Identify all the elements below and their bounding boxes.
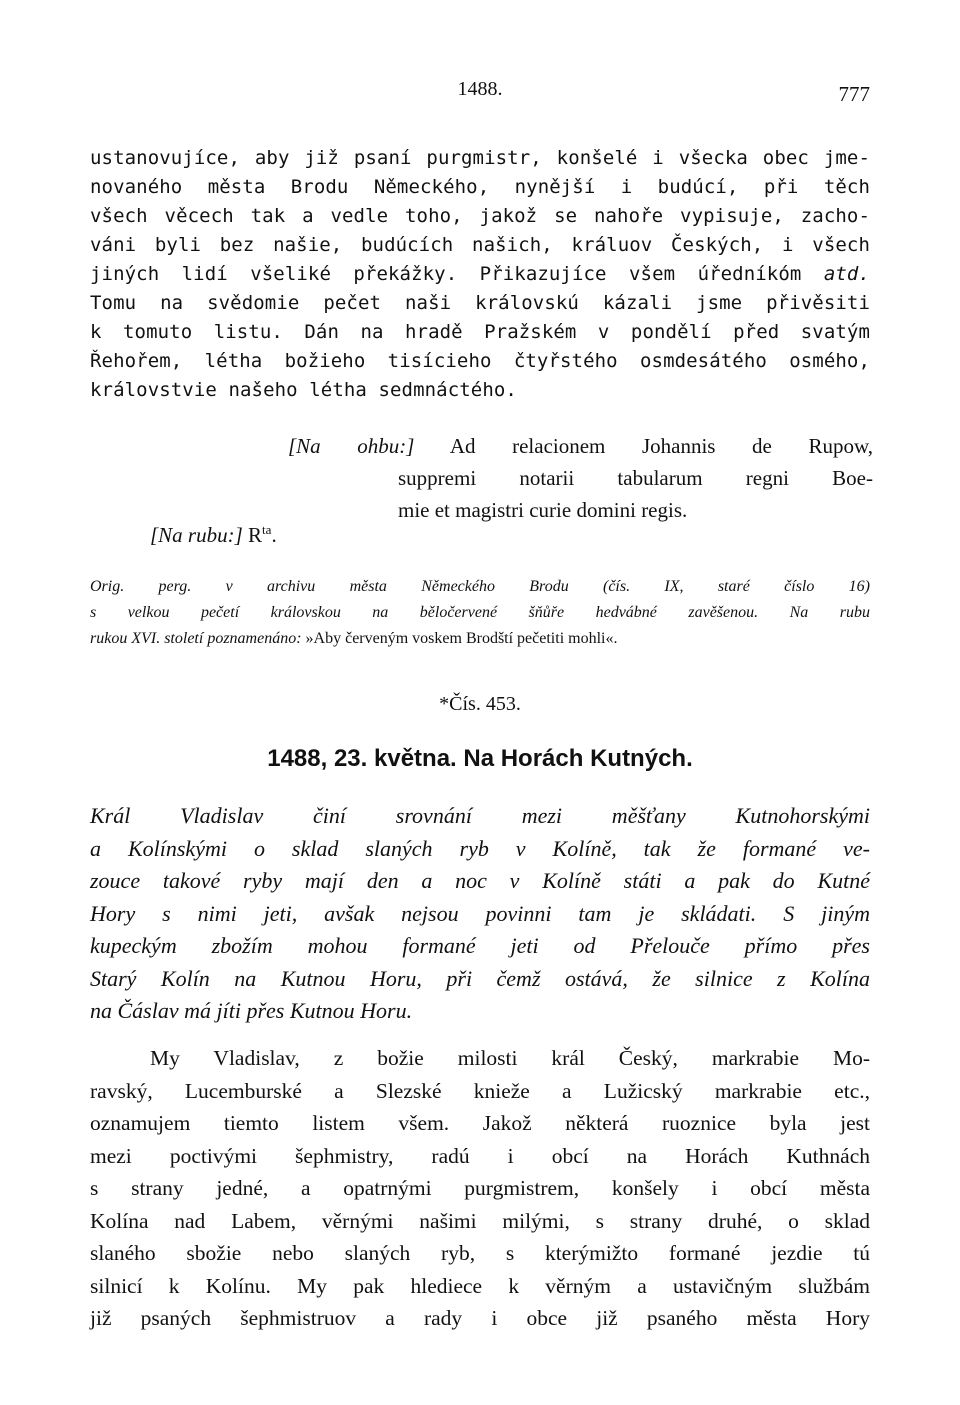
regest-line: kupeckým zbožím mohou formané jeti od Přelouče přímo přes <box>90 933 870 958</box>
text-line: Tomu na svědomie pečet naši královskú kázali jsme přivěsiti <box>90 292 870 314</box>
body-line: ravský, Lucemburské a Slezské knieže a Lužicský markrabie etc., <box>90 1078 870 1103</box>
source-line <box>90 626 870 652</box>
regest-line: zouce takové ryby mají den a noc v Kolíně státi a pak do Kutné <box>90 868 870 893</box>
regest-line: Král Vladislav činí srovnání mezi měšťany Kutnohorskými <box>90 803 870 828</box>
regest-line: a Kolínskými o sklad slaných ryb v Kolíně, tak že formané ve- <box>90 835 870 861</box>
back-r: R <box>248 523 263 547</box>
body-line: silnicí k Kolínu. My pak hlediece k věrným a ustavičným službám <box>90 1273 870 1298</box>
body-line: mezi poctivými šephmistry, radú i obcí na Horách Kuthnách <box>90 1143 870 1168</box>
source-text-quote: »Aby červeným voskem Brodští pečetiti mohli«. <box>305 630 618 647</box>
endorsement-line <box>288 430 873 462</box>
regest-line: Starý Kolín na Kutnou Horu, při čemž ostává, že silnice z Kolína <box>90 965 870 991</box>
endorsement-label: [Na ohbu:] <box>288 434 415 458</box>
source-text: Orig. perg. v archivu města Německého Brodu (čís. IX, staré číslo 16) <box>90 578 870 595</box>
text-line <box>90 260 870 289</box>
document-number: *Čís. 453. <box>439 693 521 715</box>
endorsement-text: Ad relacionem Johannis de Rupow, <box>449 434 873 458</box>
text-line: královstvie našeho létha sedmnáctého. <box>90 379 517 401</box>
charter-body <box>90 1042 870 1335</box>
back-superscript: ta <box>262 522 272 537</box>
fold-endorsement <box>288 430 873 526</box>
regest-line: Hory s nimi jeti, avšak nejsou povinni tam je skládati. S jiným <box>90 900 870 926</box>
back-dot: . <box>271 523 277 547</box>
text-line: Řehořem, létha božieho tisícieho čtyřstého osmdesátého osmého, <box>90 350 870 372</box>
body-line: již psaných šephmistruov a rady i obce již psaného města Hory <box>90 1306 870 1330</box>
running-year: 1488. <box>457 78 503 100</box>
regest-summary <box>90 800 870 1028</box>
body-line: Kolína nad Labem, věrnými našimi milými, s strany druhé, o sklad <box>90 1208 870 1233</box>
regest-line: na Čáslav má jíti přes Kutnou Horu. <box>90 998 413 1023</box>
endorsement-line: suppremi notarii tabularum regni Boe- <box>398 466 873 490</box>
source-note <box>90 574 870 652</box>
source-line <box>90 574 870 600</box>
page-header <box>90 72 870 104</box>
body-line: My Vladislav, z božie milosti král Český, markrabie Mo- <box>150 1046 870 1070</box>
italic-abbreviation: atd. <box>823 263 870 285</box>
body-line: s strany jedné, a opatrnými purgmistrem, konšely i obcí města <box>90 1176 870 1200</box>
text-line: všech věcech tak a vedle toho, jakož se nahoře vypisuje, zacho- <box>90 205 870 227</box>
back-note <box>150 522 277 548</box>
endorsement-line: mie et magistri curie domini regis. <box>398 498 688 522</box>
text-line: novaného města Brodu Německého, nynější i budúcí, při těch <box>90 176 870 198</box>
text-line: k tomuto listu. Dán na hradě Pražském v pondělí před svatým <box>90 321 870 343</box>
page-number: 777 <box>838 82 870 106</box>
source-text-italic: rukou XVI. století poznamenáno: <box>90 630 302 647</box>
body-line: oznamujem tiemto listem všem. Jakož některá ruoznice byla jest <box>90 1111 870 1135</box>
continued-charter-text <box>90 144 870 405</box>
source-line <box>90 600 870 626</box>
body-line: slaného sbožie nebo slaných ryb, s kterýmižto formané jezdie tú <box>90 1241 870 1265</box>
back-label: [Na rubu:] <box>150 523 243 547</box>
source-text: s velkou pečetí královskou na běločervené šňůře hedvábné zavěšenou. Na rubu <box>90 604 870 621</box>
text-line: ustanovujíce, aby již psaní purgmistr, konšelé i všecka obec jme- <box>90 147 870 169</box>
text-line: váni byli bez našie, budúcích našich, králuov Českých, i všech <box>90 234 870 256</box>
document-title: 1488, 23. května. Na Horách Kutných. <box>267 745 693 772</box>
text-line-part: jiných lidí všeliké překážky. Přikazujíce všem úředníkóm <box>90 263 802 285</box>
